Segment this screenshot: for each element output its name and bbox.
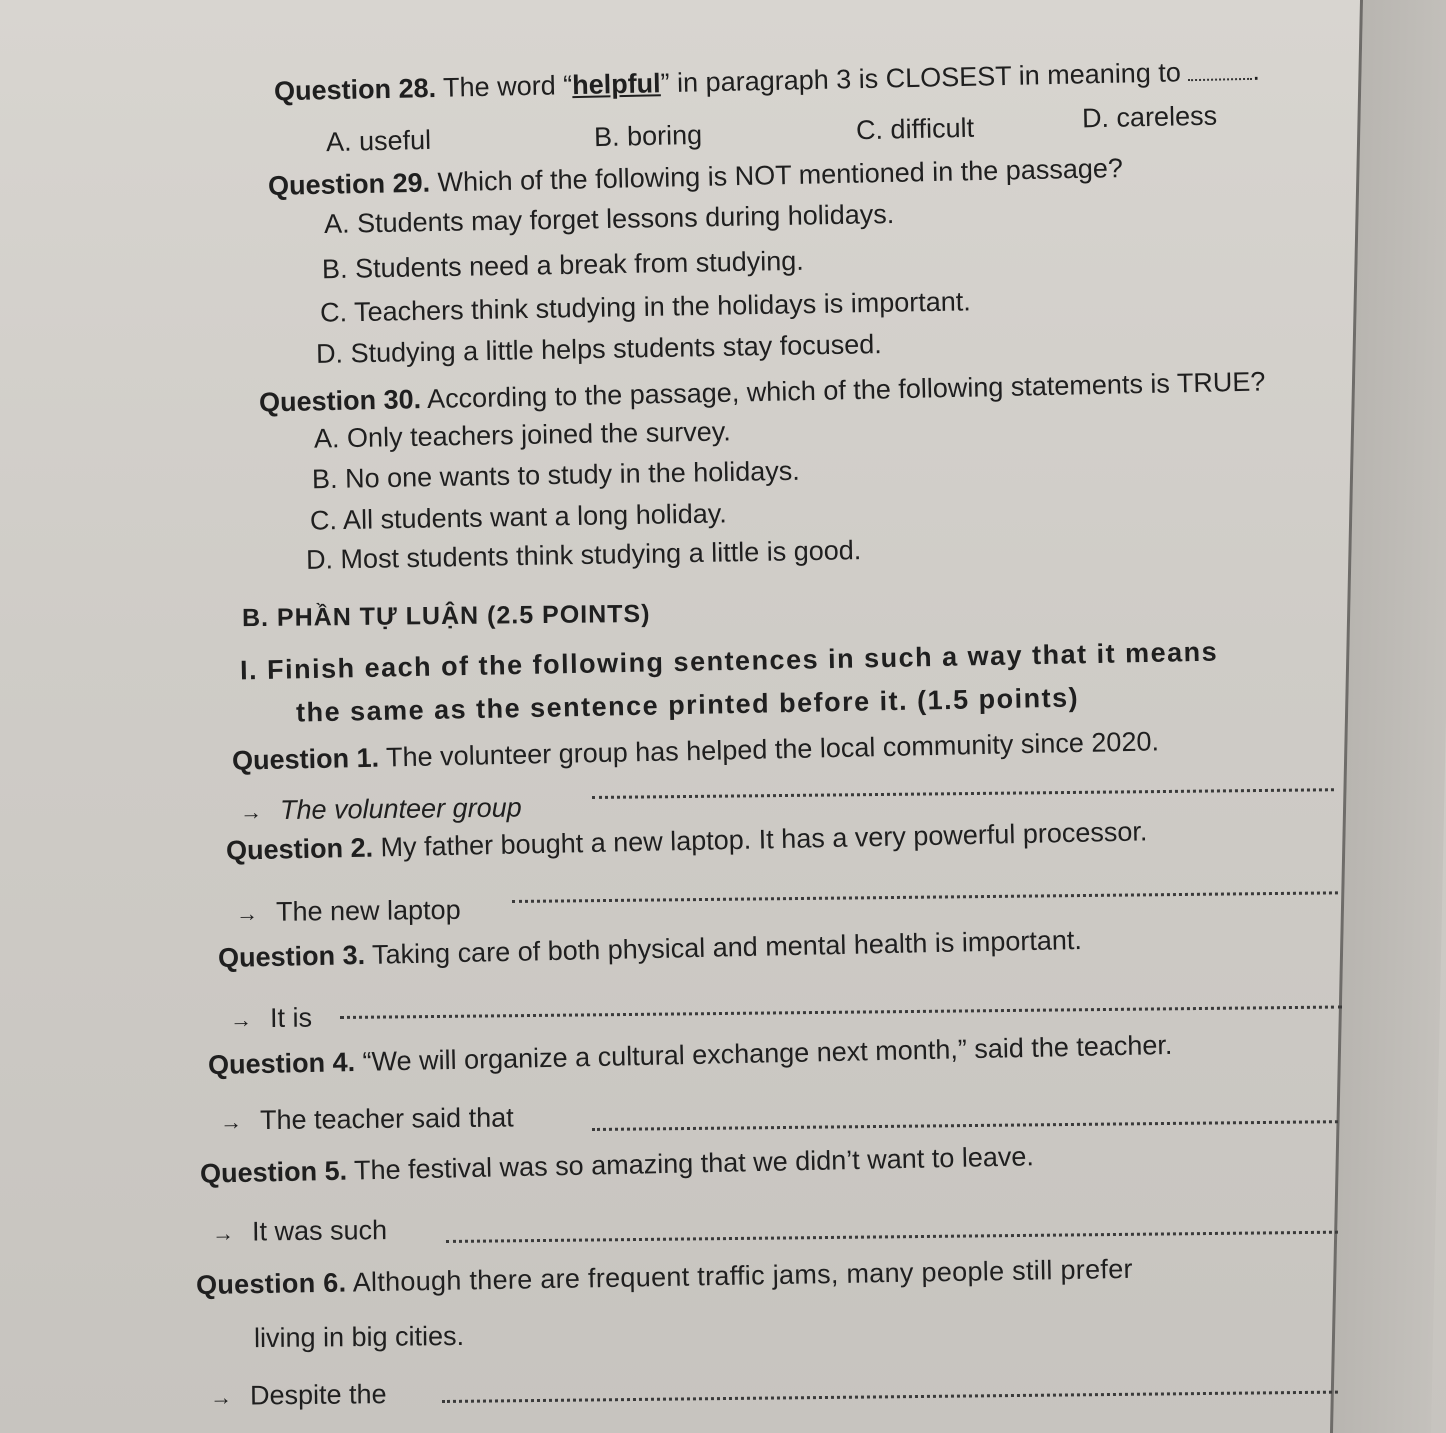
rewrite-q1-text: The volunteer group has helped the local community since 2020. [378, 726, 1160, 773]
q28-option-d: D. careless [1081, 100, 1218, 134]
rewrite-q3-prompt-text: It is [269, 1002, 313, 1034]
q28-end: . [1251, 55, 1261, 86]
arrow-icon: → [229, 1007, 253, 1033]
rewrite-q3-label: Question 3. [217, 939, 366, 974]
q30-option-a: A. Only teachers joined the survey. [313, 416, 731, 454]
q28-key-word: helpful [571, 68, 661, 101]
q28-option-b: B. boring [593, 119, 703, 153]
rewrite-q6-prompt-text: Despite the [249, 1379, 387, 1411]
q29-label: Question 29. [267, 167, 431, 201]
rewrite-q4-prompt [220, 1102, 514, 1136]
q28-stem-before: The word “ [435, 70, 573, 103]
arrow-icon: → [209, 1384, 233, 1410]
q29-option-c: C. Teachers think studying in the holidays is important. [319, 286, 972, 328]
rewrite-q5-prompt [212, 1215, 387, 1248]
q28-label: Question 28. [273, 72, 437, 107]
rewrite-q6-label: Question 6. [195, 1267, 347, 1301]
q30-text: According to the passage, which of the following statements is TRUE? [420, 366, 1266, 415]
rewrite-q4-prompt-text: The teacher said that [259, 1102, 514, 1136]
rewrite-q2-text: My father bought a new laptop. It has a very powerful processor. [372, 816, 1148, 863]
q28-option-a: A. useful [325, 124, 432, 158]
q30-option-c: C. All students want a long holiday. [309, 498, 727, 536]
rewrite-q3-prompt [230, 1003, 312, 1035]
arrow-icon: → [211, 1220, 235, 1246]
rewrite-q4-text: “We will organize a cultural exchange next month,” said the teacher. [354, 1029, 1173, 1078]
rewrite-q5-label: Question 5. [199, 1155, 348, 1189]
q30-option-d: D. Most students think studying a little is good. [305, 535, 862, 575]
q30-option-b: B. No one wants to study in the holidays. [311, 455, 800, 495]
rewrite-q5-text: The festival was so amazing that we didn’t want to leave. [346, 1141, 1035, 1186]
section-b-heading: B. PHẦN TỰ LUẬN (2.5 POINTS) [241, 599, 651, 633]
rewrite-q1-prompt [240, 793, 522, 827]
arrow-icon: → [235, 900, 259, 927]
q30-label: Question 30. [258, 384, 422, 418]
rewrite-q6-text: Although there are frequent traffic jams, many people still prefer [346, 1253, 1134, 1298]
rewrite-q2-label: Question 2. [225, 832, 374, 866]
q28-answer-blank[interactable] [1188, 72, 1252, 81]
rewrite-q1-prompt-text: The volunteer group [279, 792, 522, 826]
rewrite-q6-prompt [210, 1379, 387, 1412]
arrow-icon: → [219, 1109, 243, 1135]
q28-stem-after: ” in paragraph 3 is CLOSEST in meaning to [660, 57, 1182, 99]
rewrite-q1-label: Question 1. [231, 742, 380, 776]
q28-option-c: C. difficult [855, 112, 975, 146]
rewrite-q4-label: Question 4. [207, 1047, 356, 1081]
q29-option-d: D. Studying a little helps students stay focused. [315, 329, 883, 369]
instruction-line-2: the same as the sentence printed before it. (1.5 points) [295, 682, 1080, 728]
rewrite-q3-text: Taking care of both physical and mental health is important. [364, 924, 1083, 970]
q29-option-a: A. Students may forget lessons during holidays. [323, 199, 895, 239]
rewrite-q6-text-continued: living in big cities. [253, 1320, 465, 1354]
q29-option-b: B. Students need a break from studying. [321, 245, 804, 285]
rewrite-q5-prompt-text: It was such [251, 1215, 388, 1247]
arrow-icon: → [239, 799, 263, 825]
rewrite-q2-prompt-text: The new laptop [275, 894, 461, 927]
instruction-line-1: I. Finish each of the following sentences in such a way that it means [239, 636, 1219, 686]
rewrite-q2-prompt [236, 895, 461, 928]
q29-text: Which of the following is NOT mentioned in the passage? [429, 153, 1124, 198]
